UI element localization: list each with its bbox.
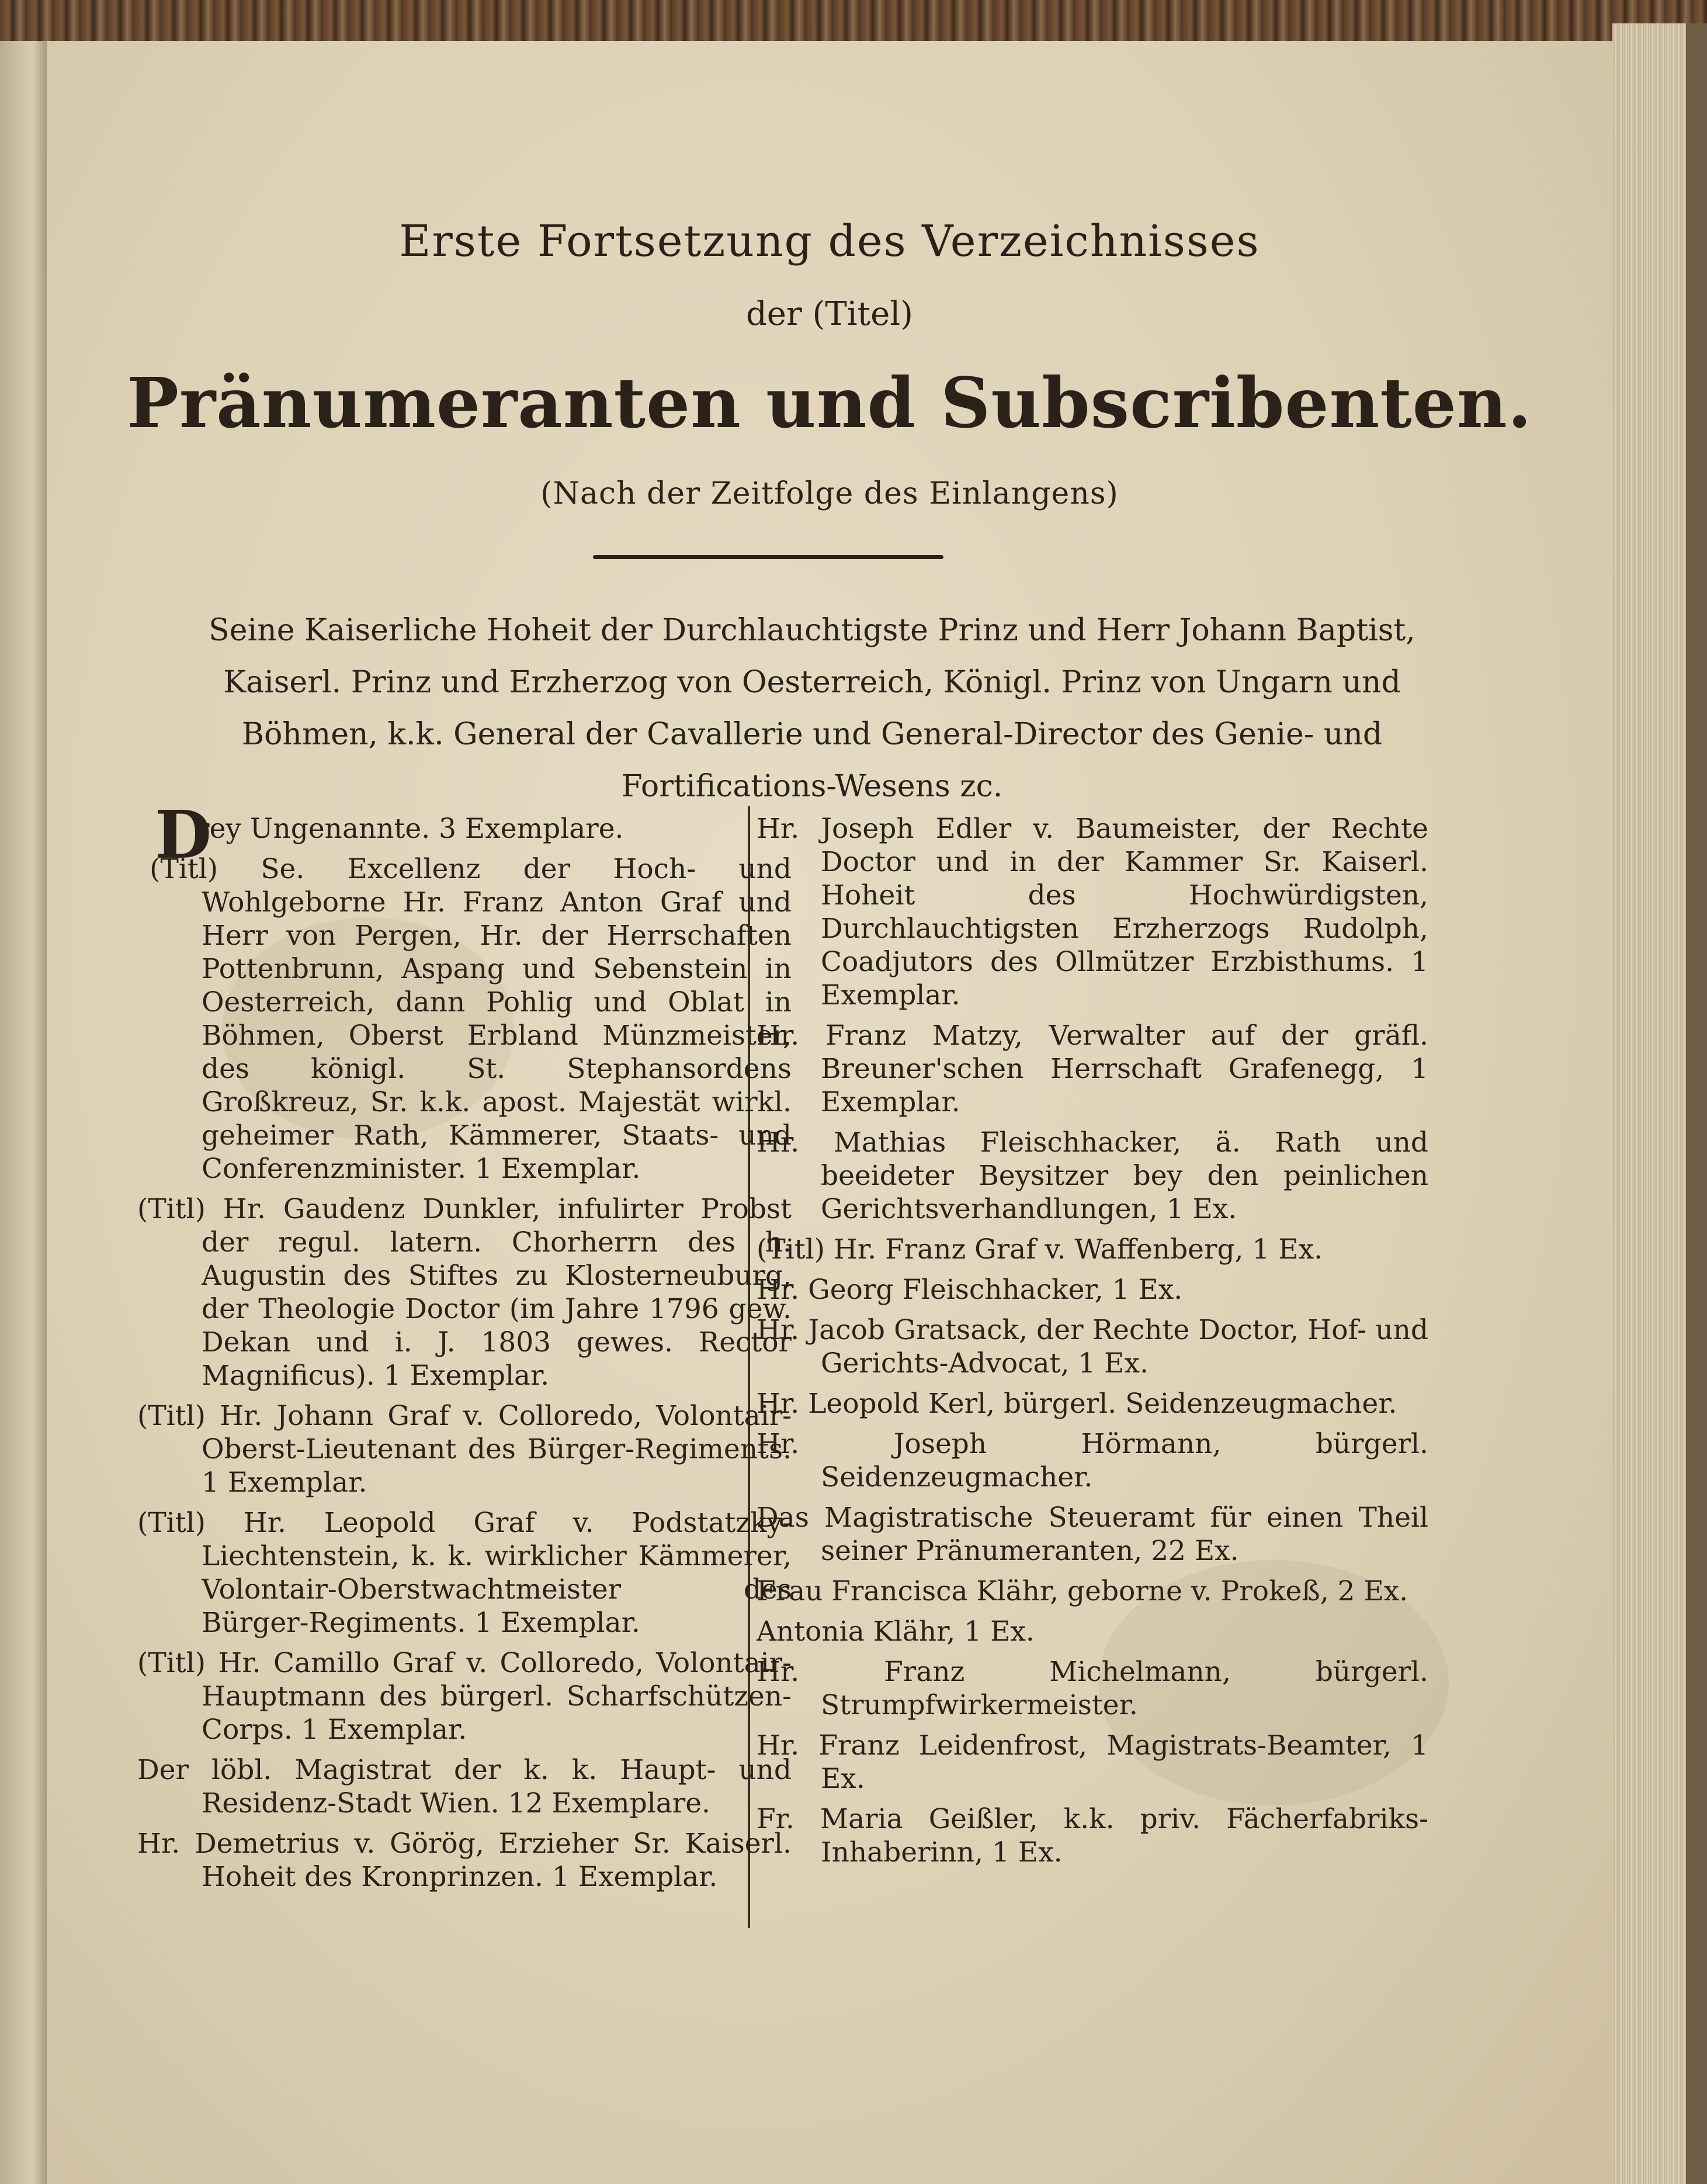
page-title: Pränumeranten und Subscribenten.: [127, 362, 1532, 443]
list-item: Hr. Georg Fleischhacker, 1 Ex.: [757, 1274, 1183, 1306]
list-item: Hr. Franz Michelmann, bürgerl. Strumpfwirkermeister.: [757, 1656, 1428, 1721]
entry-text: rey Ungenannte. 3 Exemplare.: [196, 813, 624, 845]
title-line-2: der (Titel): [745, 295, 914, 333]
list-item: Hr. Leopold Kerl, bürgerl. Seidenzeugmacher.: [757, 1388, 1397, 1420]
page-stack-edges: [1612, 23, 1707, 2184]
list-item: Das Magistratische Steueramt für einen Theil seiner Pränumeranten, 22 Ex.: [757, 1502, 1428, 1567]
subtitle: (Nach der Zeitfolge des Einlangens): [540, 476, 1119, 511]
list-item: (Titl) Hr. Franz Graf v. Waffenberg, 1 Ex.: [757, 1233, 1323, 1266]
title-line-1: Erste Fortsetzung des Verzeichnisses: [399, 216, 1260, 266]
list-item: Hr. Demetrius v. Görög, Erzieher Sr. Kaiserl. Hoheit des Kronprinzen. 1 Exemplar.: [137, 1828, 792, 1893]
list-item: Hr. Jacob Gratsack, der Rechte Doctor, Hof- und Gerichts-Advocat, 1 Ex.: [757, 1314, 1428, 1379]
list-item: Fr. Maria Geißler, k.k. priv. Fächerfabriks-Inhaberinn, 1 Ex.: [757, 1803, 1428, 1868]
list-item: (Titl) Se. Excellenz der Hoch- und Wohlgeborne Hr. Franz Anton Graf und Herr von Pergen, Hr. der Herrschaften Pottenbrunn, Aspang und Sebenstein in Oesterreich, dann Pohlig und Oblat in Böhmen, Oberst Erbland Münzmeister, des königl. St. Stephansordens Großkreuz, Sr. k.k. apost. Majestät wirkl. geheimer Rath, Kämmerer, Staats- und Conferenzminister. 1 Exemplar.: [150, 853, 792, 1185]
right-column: [757, 812, 1428, 1876]
list-item: (Titl) Hr. Leopold Graf v. Podstatzky-Liechtenstein, k. k. wirklicher Kämmerer, Volontair-Oberstwachtmeister des Bürger-Regiments. 1 Exemplar.: [137, 1507, 792, 1639]
title-rule: [593, 555, 943, 559]
list-item: (Titl) Hr. Camillo Graf v. Colloredo, Volontair-Hauptmann des bürgerl. Scharfschützen-Corps. 1 Exemplar.: [137, 1647, 792, 1746]
book-page: [47, 41, 1612, 2184]
dedication: Seine Kaiserliche Hoheit der Durchlauchtigste Prinz und Herr Johann Baptist, Kaiserl. Prinz und Erzherzog von Oesterreich, Königl. Prinz von Ungarn und Böhmen, k.k. General der Cavallerie und General-Director des Genie- und Fortifications-Wesens zc.: [209, 613, 1415, 804]
drop-cap: D: [155, 797, 212, 873]
list-item: [137, 797, 792, 873]
list-item: Hr. Franz Matzy, Verwalter auf der gräfl. Breuner'schen Herrschaft Grafenegg, 1 Exemplar.: [757, 1020, 1428, 1118]
left-column: [137, 797, 792, 1901]
list-item: Frau Francisca Klähr, geborne v. Prokeß, 2 Ex.: [757, 1575, 1408, 1607]
list-item: Der löbl. Magistrat der k. k. Haupt- und Residenz-Stadt Wien. 12 Exemplare.: [137, 1754, 792, 1819]
list-item: Hr. Joseph Hörmann, bürgerl. Seidenzeugmacher.: [757, 1428, 1428, 1493]
list-item: Hr. Mathias Fleischhacker, ä. Rath und beeideter Beysitzer bey den peinlichen Gerichtsverhandlungen, 1 Ex.: [757, 1126, 1428, 1225]
list-item: Hr. Joseph Edler v. Baumeister, der Rechte Doctor und in der Kammer Sr. Kaiserl. Hoheit des Hochwürdigsten, Durchlauchtigsten Erzherzogs Rudolph, Coadjutors des Ollmützer Erzbisthums. 1 Exemplar.: [757, 813, 1428, 1011]
list-item: Antonia Klähr, 1 Ex.: [757, 1616, 1035, 1648]
list-item: Hr. Franz Leidenfrost, Magistrats-Beamter, 1 Ex.: [757, 1729, 1428, 1795]
book-top-edge: [0, 0, 1707, 41]
list-item: (Titl) Hr. Johann Graf v. Colloredo, Volontair-Oberst-Lieutenant des Bürger-Regiments. 1 Exemplar.: [137, 1400, 792, 1499]
facing-page-edge: [0, 41, 47, 2184]
list-item: (Titl) Hr. Gaudenz Dunkler, infulirter Probst der regul. latern. Chorherrn des h. Augustin des Stiftes zu Klosterneuburg, der Theologie Doctor (im Jahre 1796 gew. Dekan und i. J. 1803 gewes. Rector Magnificus). 1 Exemplar.: [137, 1193, 792, 1392]
